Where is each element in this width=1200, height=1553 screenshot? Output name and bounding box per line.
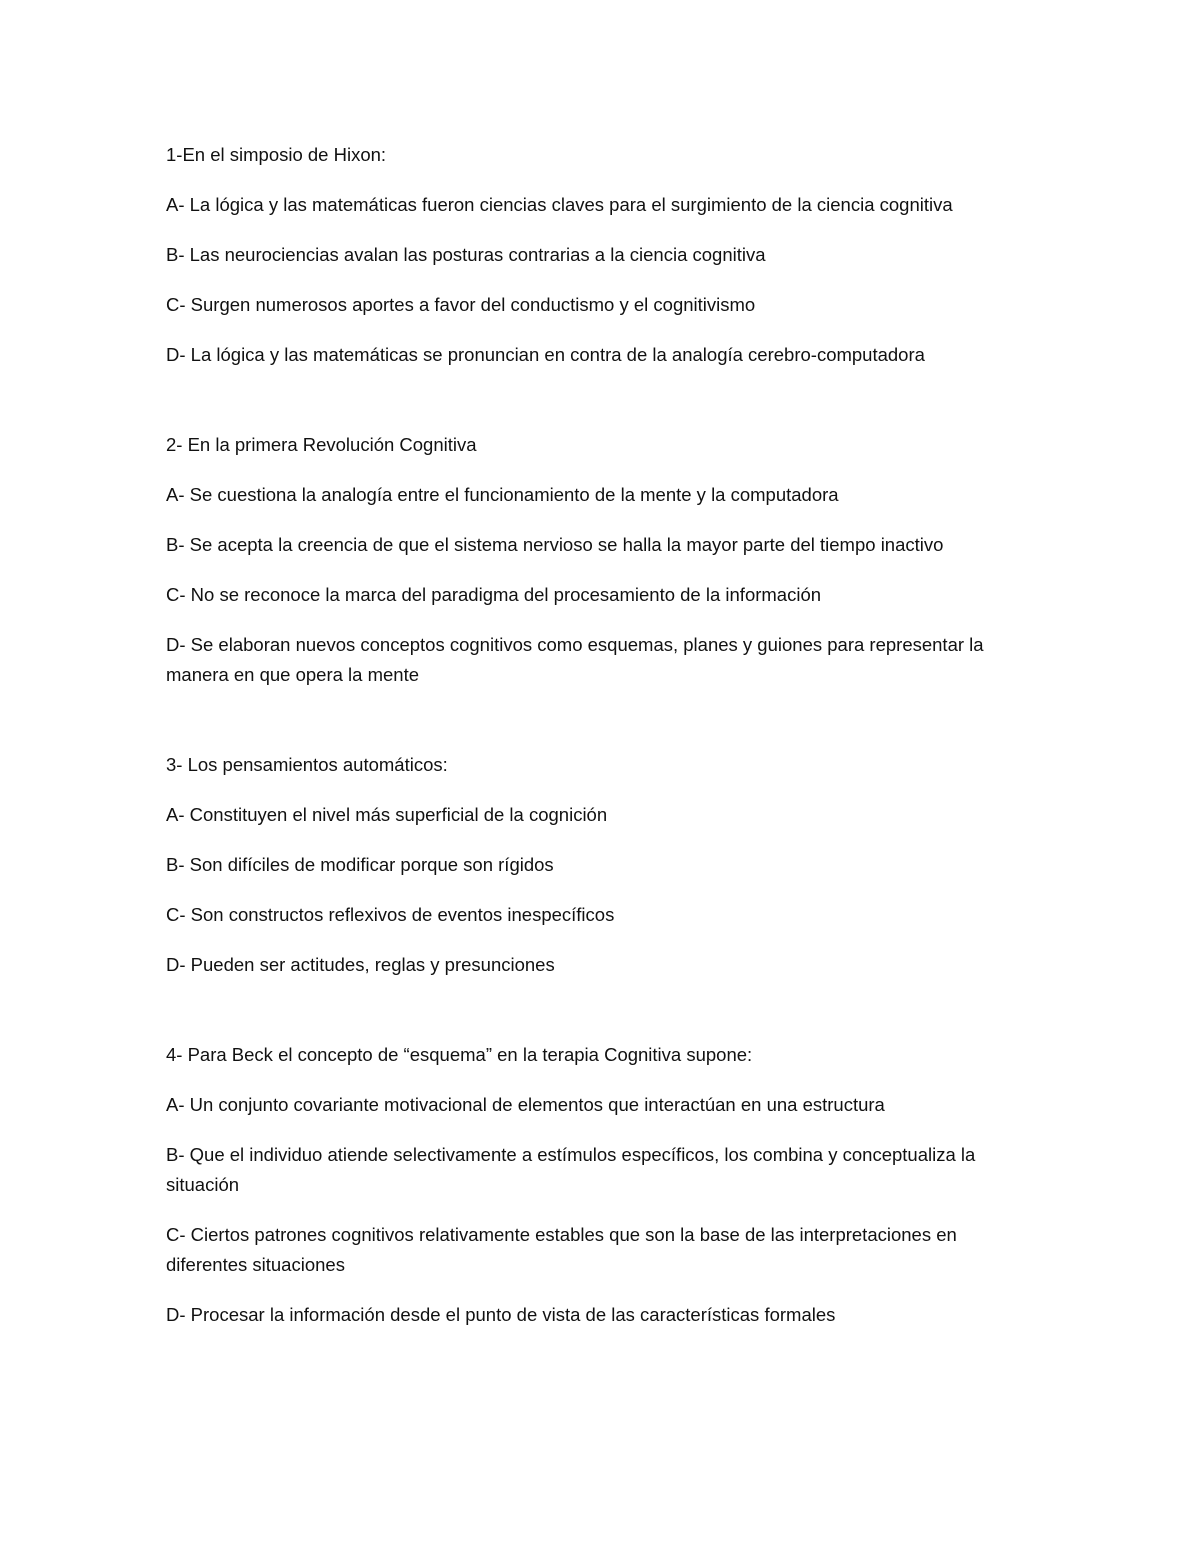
answer-option-d: D- Se elaboran nuevos conceptos cognitivos como esquemas, planes y guiones para representar la manera en que opera la mente [166, 634, 984, 685]
question-title: 3- Los pensamientos automáticos: [166, 754, 448, 775]
question-2 [166, 430, 1036, 690]
answer-option-a: A- Constituyen el nivel más superficial de la cognición [166, 804, 608, 825]
question-4 [166, 1040, 1036, 1330]
question-title: 4- Para Beck el concepto de “esquema” en la terapia Cognitiva supone: [166, 1044, 753, 1065]
answer-option-b: B- Las neurociencias avalan las posturas contrarias a la ciencia cognitiva [166, 244, 766, 265]
answer-option-c: C- Surgen numerosos aportes a favor del conductismo y el cognitivismo [166, 294, 756, 315]
answer-option-a: A- Se cuestiona la analogía entre el funcionamiento de la mente y la computadora [166, 484, 839, 505]
answer-option-d: D- Procesar la información desde el punto de vista de las características formales [166, 1304, 836, 1325]
answer-option-c: C- Son constructos reflexivos de eventos inespecíficos [166, 904, 615, 925]
question-title: 2- En la primera Revolución Cognitiva [166, 434, 477, 455]
question-3 [166, 750, 1036, 980]
question-title: 1-En el simposio de Hixon: [166, 144, 387, 165]
answer-option-b: B- Que el individuo atiende selectivamente a estímulos específicos, los combina y conceptualiza la situación [166, 1144, 976, 1195]
answer-option-a: A- La lógica y las matemáticas fueron ciencias claves para el surgimiento de la ciencia cognitiva [166, 194, 953, 215]
question-1 [166, 140, 1036, 370]
document-body [166, 140, 1036, 1330]
answer-option-b: B- Se acepta la creencia de que el sistema nervioso se halla la mayor parte del tiempo inactivo [166, 534, 944, 555]
answer-option-c: C- Ciertos patrones cognitivos relativamente estables que son la base de las interpretaciones en diferentes situaciones [166, 1224, 957, 1275]
answer-option-d: D- La lógica y las matemáticas se pronuncian en contra de la analogía cerebro-computadora [166, 344, 925, 365]
answer-option-c: C- No se reconoce la marca del paradigma del procesamiento de la información [166, 584, 822, 605]
answer-option-a: A- Un conjunto covariante motivacional de elementos que interactúan en una estructura [166, 1094, 885, 1115]
answer-option-d: D- Pueden ser actitudes, reglas y presunciones [166, 954, 555, 975]
answer-option-b: B- Son difíciles de modificar porque son rígidos [166, 854, 554, 875]
